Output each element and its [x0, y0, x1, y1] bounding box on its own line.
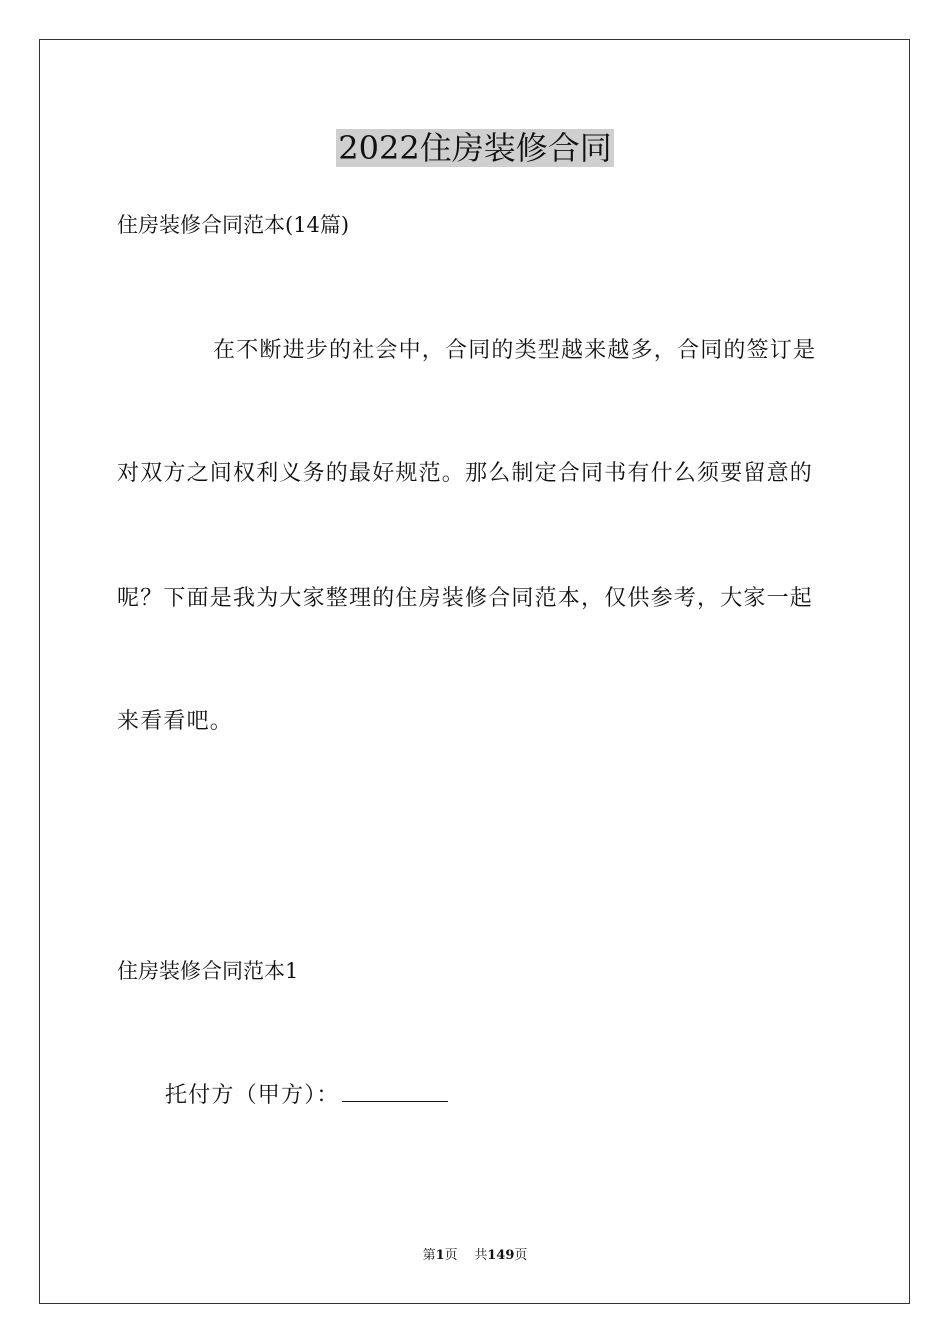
- footer-total-prefix: 共: [474, 1248, 488, 1263]
- title-text: 2022住房装修合同: [338, 129, 612, 167]
- document-subtitle: 住房装修合同范本(14篇): [117, 213, 350, 237]
- party-a-blank: [342, 1081, 448, 1102]
- section-heading: 住房装修合同范本1: [117, 959, 299, 983]
- party-a-label: 托付方（甲方）：: [165, 1083, 340, 1108]
- footer-total-pages: 149: [487, 1248, 515, 1263]
- footer-total-suffix: 页: [514, 1248, 528, 1263]
- intro-line-1: 在不断进步的社会中，合同的类型越来越多，合同的签订是: [213, 338, 817, 363]
- intro-line-2: 对双方之间权利义务的最好规范。那么制定合同书有什么须要留意的: [117, 461, 814, 486]
- party-a-line: [165, 1081, 448, 1111]
- intro-line-3: 呢？下面是我为大家整理的住房装修合同范本，仅供参考，大家一起: [117, 586, 814, 611]
- intro-line-4: 来看看吧。: [117, 709, 234, 734]
- page-footer: [0, 1247, 950, 1265]
- document-title: [0, 127, 950, 169]
- footer-page-suffix: 页: [444, 1248, 458, 1263]
- footer-page-prefix: 第: [422, 1248, 436, 1263]
- footer-page-number: 1: [435, 1248, 445, 1263]
